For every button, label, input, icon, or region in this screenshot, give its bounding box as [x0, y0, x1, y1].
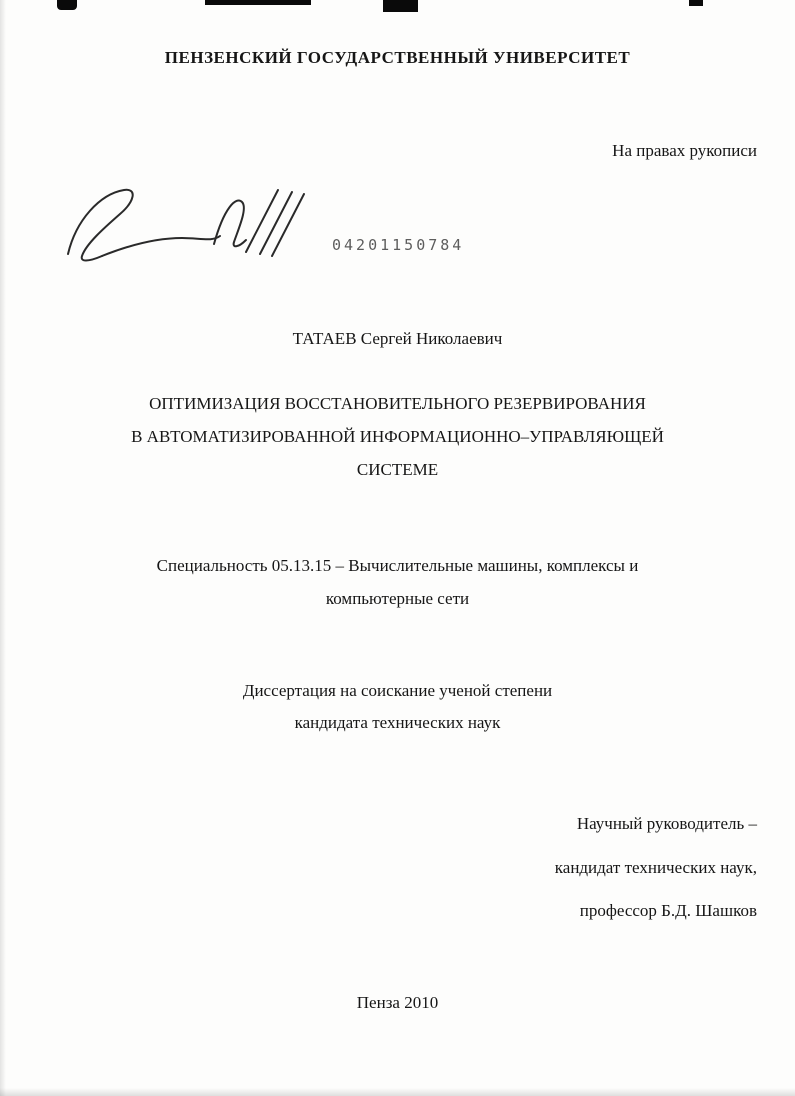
- dissertation-title-line-1: ОПТИМИЗАЦИЯ ВОССТАНОВИТЕЛЬНОГО РЕЗЕРВИРОВАНИЯ: [149, 394, 646, 413]
- scan-artifact: [205, 0, 311, 5]
- advisor-line-3: профессор Б.Д. Шашков: [579, 901, 757, 920]
- city-year: Пенза 2010: [356, 993, 439, 1012]
- dissertation-title-line-3: СИСТЕМЕ: [356, 460, 439, 479]
- dissertation-purpose-line-1: Диссертация на соискание ученой степени: [242, 681, 553, 700]
- dissertation-title-line-2: В АВТОМАТИЗИРОВАННОЙ ИНФОРМАЦИОННО–УПРАВЛЯЮЩЕЙ: [131, 427, 664, 446]
- scan-artifact: [57, 0, 77, 10]
- manuscript-note: На правах рукописи: [612, 141, 757, 160]
- advisor-line-1: Научный руководитель –: [576, 814, 757, 833]
- scan-artifact: [689, 0, 703, 6]
- signature: [62, 182, 312, 277]
- dissertation-purpose-line-2: кандидата технических наук: [294, 713, 501, 732]
- university-name: ПЕНЗЕНСКИЙ ГОСУДАРСТВЕННЫЙ УНИВЕРСИТЕТ: [164, 48, 631, 67]
- specialty-line-1: Специальность 05.13.15 – Вычислительные машины, комплексы и: [156, 556, 639, 575]
- author-name: ТАТАЕВ Сергей Николаевич: [292, 329, 503, 348]
- specialty-line-2: компьютерные сети: [325, 589, 470, 608]
- stamp-number: 04201150784: [332, 236, 465, 254]
- scan-edge-shadow: [0, 0, 6, 1096]
- advisor-line-2: кандидат технических наук,: [554, 858, 757, 877]
- scan-artifact: [383, 0, 418, 12]
- scan-edge-shadow: [0, 1088, 795, 1096]
